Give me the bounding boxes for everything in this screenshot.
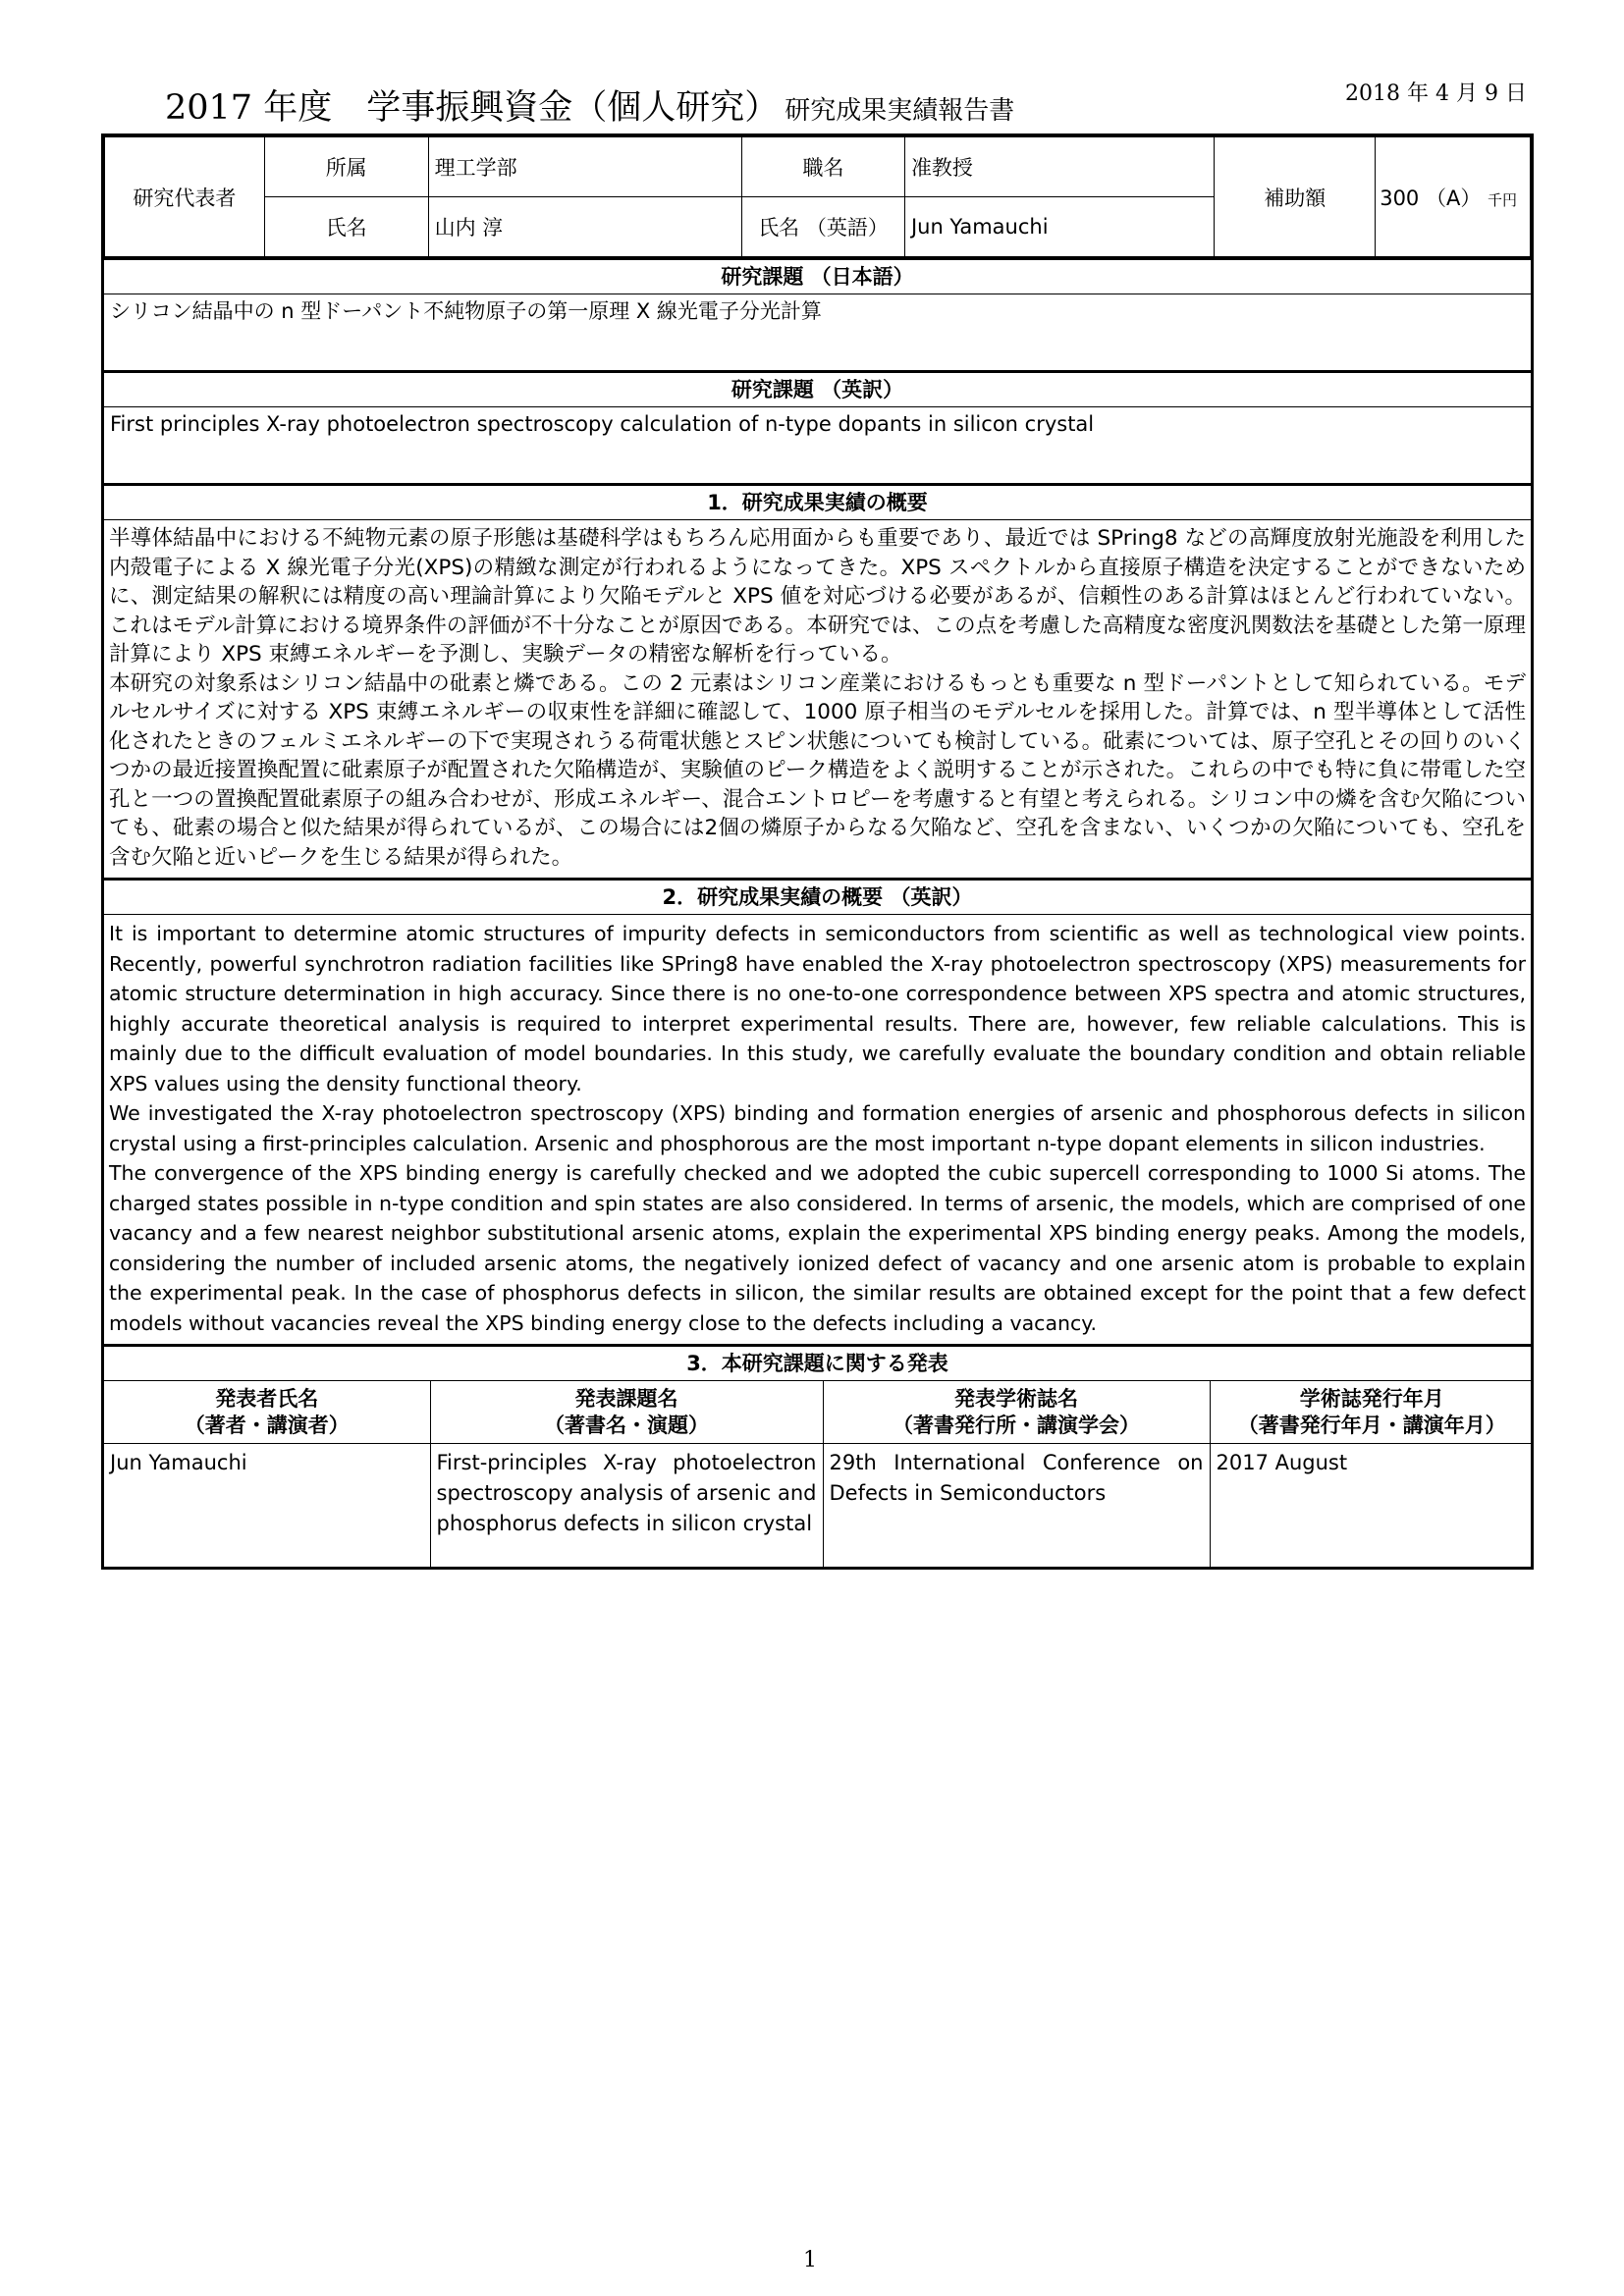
report-date: 2018 年 4 月 9 日: [1345, 81, 1527, 106]
affiliation-value: 理工学部: [428, 137, 742, 197]
summary-en-heading: 2．研究成果実績の概要 （英訳）: [104, 881, 1531, 915]
summary-ja-paragraph: 半導体結晶中における不純物元素の原子形態は基礎科学はもちろん応用面からも重要であり、最近では SPring8 などの高輝度放射光施設を利用した内殻電子による X 線光電子分光(XPS)の精緻な測定が行われるようになってきた。XPS スペクトルから直接原子構造を決定することができないために、測定結果の解釈には精度の高い理論計算により欠陥モデルと XPS 値を対応づける必要があるが、信頼性のある計算はほとんど行われていない。これはモデル計算における境界条件の評価が不十分なことが原因である。本研究では、この点を考慮した高精度な密度汎関数法を基礎とした第一原理計算により XPS 束縛エネルギーを予測し、実験データの精密な解析を行っている。: [109, 526, 1526, 667]
name-en-label: 氏名 （英語）: [742, 197, 905, 257]
grant-unit: 千円: [1488, 190, 1518, 209]
name-value: 山内 淳: [428, 197, 742, 257]
topic-ja-text: シリコン結晶中の n 型ドーパント不純物原子の第一原理 X 線光電子分光計算: [110, 299, 822, 323]
presentations-table: [104, 1380, 1534, 1567]
venue-cell: 29th International Conference on Defects in Semiconductors: [823, 1444, 1210, 1567]
summary-en-section: [104, 878, 1531, 1344]
summary-en-body: [104, 915, 1531, 1344]
title-sub: 研究成果実績報告書: [785, 96, 1015, 126]
grant-value: 300 （A）: [1380, 186, 1482, 210]
presentations-section: [104, 1344, 1531, 1567]
position-label: 職名: [742, 137, 905, 197]
page-title: [165, 80, 1014, 130]
name-en-value: Jun Yamauchi: [904, 197, 1214, 257]
column-header: 発表者氏名 （著者・講演者）: [104, 1381, 430, 1444]
column-header: 発表学術誌名 （著書発行所・講演学会）: [823, 1381, 1210, 1444]
title-cell: First-principles X-ray photoelectron spectroscopy analysis of arsenic and phosphorus defects in silicon crystal: [430, 1444, 823, 1567]
report-frame: [101, 133, 1534, 1570]
topic-ja-heading: 研究課題 （日本語）: [104, 260, 1531, 294]
presenter-cell: Jun Yamauchi: [104, 1444, 430, 1567]
summary-ja-body: [104, 520, 1531, 878]
column-header: 発表課題名 （著書名・演題）: [430, 1381, 823, 1444]
table-row: [104, 1444, 1534, 1567]
affiliation-label: 所属: [264, 137, 428, 197]
page-number: 1: [803, 2248, 817, 2272]
topic-en-heading: 研究課題 （英訳）: [104, 373, 1531, 407]
grant-amount: [1376, 137, 1531, 257]
summary-en-paragraph: We investigated the X-ray photoelectron spectroscopy (XPS) binding and formation energies of arsenic and phosphorous defects in silicon crystal using a first-principles calculation. Arsenic and phosphorous are the most important n-type dopant elements in silicon industries.: [109, 1101, 1526, 1155]
representative-label: 研究代表者: [105, 137, 265, 257]
summary-ja-heading: 1．研究成果実績の概要: [104, 486, 1531, 520]
presentations-heading: 3．本研究課題に関する発表: [686, 1352, 948, 1375]
title-main: 2017 年度 学事振興資金（個人研究）: [165, 88, 780, 128]
topic-en-text: First principles X-ray photoelectron spectroscopy calculation of n-type dopants in silicon crystal: [110, 412, 1095, 436]
date-cell: 2017 August: [1210, 1444, 1534, 1567]
summary-en-paragraph: It is important to determine atomic structures of impurity defects in semiconductors from scientific as well as technological view points. Recently, powerful synchrotron radiation facilities like SPring8 have enabled the X-ray photoelectron spectroscopy (XPS) measurements for atomic structure determination in high accuracy. Since there is no one-to-one correspondence between XPS spectra and atomic structures, highly accurate theoretical analysis is required to interpret experimental results. There are, however, few reliable calculations. This is mainly due to the difficult evaluation of model boundaries. In this study, we carefully evaluate the boundary condition and obtain reliable XPS values using the density functional theory.: [109, 922, 1526, 1095]
topic-en-section: [104, 370, 1531, 483]
name-label: 氏名: [264, 197, 428, 257]
column-header: 学術誌発行年月 （著書発行年月・講演年月）: [1210, 1381, 1534, 1444]
grant-label: 補助額: [1215, 137, 1376, 257]
summary-ja-section: [104, 483, 1531, 878]
summary-en-paragraph: The convergence of the XPS binding energy is carefully checked and we adopted the cubic supercell corresponding to 1000 Si atoms. The charged states possible in n-type condition and spin states are also considered. In terms of arsenic, the models, which are comprised of one vacancy and a few nearest neighbor substitutional arsenic atoms, explain the experimental XPS binding energy peaks. Among the models, considering the number of included arsenic atoms, the negatively ionized defect of vacancy and one arsenic atom is probable to explain the experimental peak. In the case of phosphorus defects in silicon, the similar results are obtained except for the point that a few defect models without vacancies reveal the XPS binding energy close to the defects including a vacancy.: [109, 1161, 1526, 1335]
topic-ja-section: [104, 257, 1531, 370]
info-table: [104, 136, 1531, 257]
summary-ja-paragraph: 本研究の対象系はシリコン結晶中の砒素と燐である。この 2 元素はシリコン産業におけるもっとも重要な n 型ドーパントとして知られている。モデルセルサイズに対する XPS 束縛エネルギーの収束性を詳細に確認して、1000 原子相当のモデルセルを採用した。計算では、n 型半導体として活性化されたときのフェルミエネルギーの下で実現されうる荷電状態とスピン状態についても検討している。砒素については、原子空孔とその回りのいくつかの最近接置換配置に砒素原子が配置された欠陥構造が、実験値のピーク構造をよく説明することが示された。これらの中でも特に負に帯電した空孔と一つの置換配置砒素原子の組み合わせが、形成エネルギー、混合エントロピーを考慮すると有望と考えられる。シリコン中の燐を含む欠陥についても、砒素の場合と似た結果が得られているが、この場合には2個の燐原子からなる欠陥など、空孔を含まない、いくつかの欠陥についても、空孔を含む欠陥と近いピークを生じる結果が得られた。: [109, 670, 1526, 870]
position-value: 准教授: [904, 137, 1214, 197]
